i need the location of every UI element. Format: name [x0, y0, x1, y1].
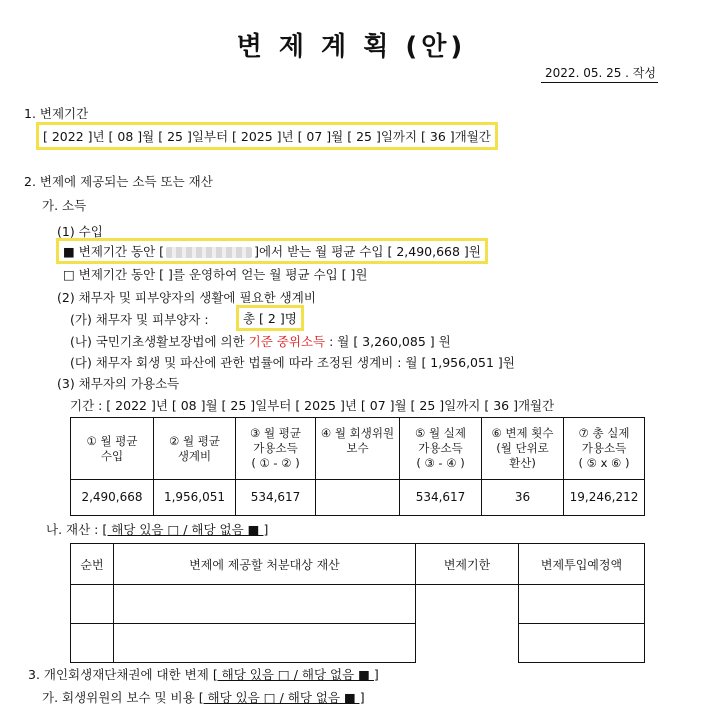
header-cell: ③ 월 평균 가용소득 ( ① - ② ) [236, 418, 316, 480]
median-income-red: 기준 중위소득 [248, 334, 326, 349]
available-income-heading: (3) 채무자의 가용소득 [57, 376, 180, 391]
table-cell [416, 585, 519, 663]
header-cell: 변제투입예정액 [519, 544, 645, 585]
table-cell: 534,617 [400, 480, 482, 516]
header-cell: ⑥ 변제 횟수 (월 단위로 환산) [482, 418, 564, 480]
dependents-value: 총 [ 2 ]명 [243, 311, 297, 326]
header-cell: 변제기한 [416, 544, 519, 585]
dependents-box [236, 305, 304, 331]
table-cell: 36 [482, 480, 564, 516]
income-unchecked: □ 변제기간 동안 [ ]를 운영하여 얻는 월 평균 수입 [ ]원 [63, 267, 368, 282]
table-cell [519, 624, 645, 663]
header-cell: 순번 [71, 544, 114, 585]
table-row [71, 624, 645, 663]
adjusted-living-cost: (다) 채무자 회생 및 파산에 관한 법률에 따라 조정된 생계비 : 월 [ 1,956,051 ]원 [70, 355, 515, 370]
table-cell [71, 624, 114, 663]
section-3-line [28, 665, 379, 683]
living-cost-heading: (2) 채무자 및 피부양자의 생활에 필요한 생계비 [57, 290, 316, 305]
header-cell: ① 월 평균 수입 [71, 418, 154, 480]
available-income-table [70, 417, 645, 516]
table-cell [114, 585, 416, 624]
table-cell [316, 480, 400, 516]
table-row [71, 480, 645, 516]
median-income-line [70, 332, 451, 350]
asset-line [46, 520, 268, 538]
income-checked-post: ]에서 받는 월 평균 수입 [ 2,490,668 ]원 [254, 244, 481, 259]
header-cell: 변제에 제공할 처분대상 재산 [114, 544, 416, 585]
asset-table [70, 543, 645, 663]
page-title: 변 제 계 획 (안) [236, 32, 467, 62]
section-3-ga-line [42, 688, 365, 706]
asset-value: [ 해당 있음 □ / 해당 없음 ■ ] [102, 522, 269, 537]
median-income-post: : 월 [ 3,260,085 ] 원 [329, 334, 451, 349]
table-cell: 1,956,051 [154, 480, 236, 516]
table-header-row [71, 544, 645, 585]
header-cell: ④ 월 회생위원 보수 [316, 418, 400, 480]
section-1-heading: 1. 변제기간 [24, 106, 89, 121]
section-3-heading: 3. 개인회생재단채권에 대한 변제 [28, 667, 209, 682]
table-header-row [71, 418, 645, 480]
section-2-heading: 2. 변제에 제공되는 소득 또는 재산 [24, 174, 213, 189]
table-cell [71, 585, 114, 624]
table-cell: 534,617 [236, 480, 316, 516]
header-cell: ⑦ 총 실제 가용소득 ( ⑤ x ⑥ ) [564, 418, 645, 480]
table-cell [519, 585, 645, 624]
table-cell: 19,246,212 [564, 480, 645, 516]
section-3-ga-label: 가. 회생위원의 보수 및 비용 [42, 690, 195, 705]
table-cell: 2,490,668 [71, 480, 154, 516]
asset-label: 나. 재산 : [46, 522, 99, 537]
dependents-label: (가) 채무자 및 피부양자 : [70, 312, 209, 327]
income-heading: (1) 수입 [57, 224, 103, 239]
income-subheading: 가. 소득 [42, 198, 87, 213]
table-row [71, 585, 645, 624]
redacted-employer [166, 247, 252, 258]
header-cell: ⑤ 월 실제 가용소득 ( ③ - ④ ) [400, 418, 482, 480]
header-cell: ② 월 평균 생계비 [154, 418, 236, 480]
section-3-value: [ 해당 있음 □ / 해당 없음 ■ ] [212, 667, 379, 682]
median-income-pre: (나) 국민기초생활보장법에 의한 [70, 334, 245, 349]
income-checked-box [56, 238, 488, 264]
repayment-period-box [36, 122, 498, 150]
written-date: 2022. 05. 25 . 작성 [541, 64, 658, 83]
income-checked-pre: ■ 변제기간 동안 [ [63, 244, 165, 259]
section-3-ga-value: [ 해당 있음 □ / 해당 없음 ■ ] [198, 690, 365, 705]
available-income-period: 기간 : [ 2022 ]년 [ 08 ]월 [ 25 ]일부터 [ 2025 ]년 [ 07 ]월 [ 25 ]일까지 [ 36 ]개월간 [70, 398, 555, 413]
table-cell [114, 624, 416, 663]
repayment-period: [ 2022 ]년 [ 08 ]월 [ 25 ]일부터 [ 2025 ]년 [ 07 ]월 [ 25 ]일까지 [ 36 ]개월간 [43, 129, 491, 144]
